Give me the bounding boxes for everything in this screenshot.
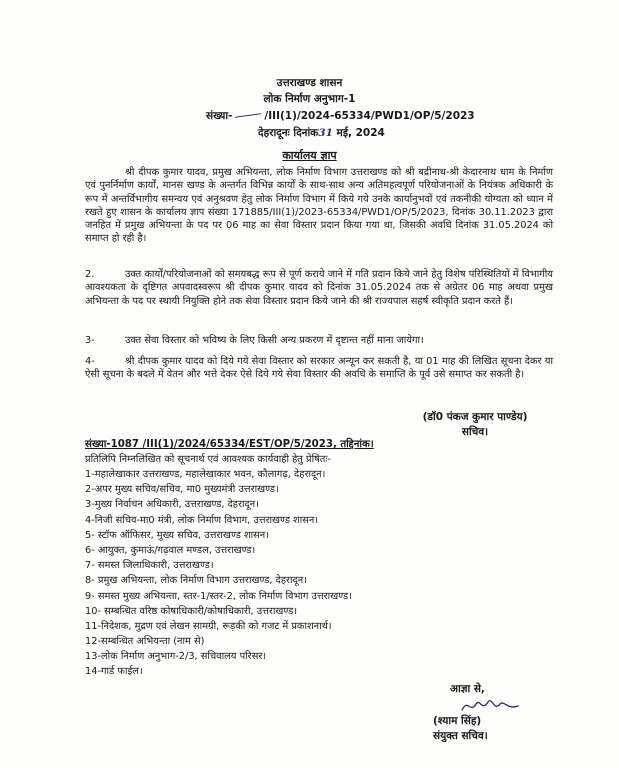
list-item: 5- स्टॉफ ऑफिसर, मुख्य सचिव, उत्तराखण्ड शासन। [85, 529, 269, 541]
by-order-text: आज्ञा से, [450, 683, 485, 695]
date-prefix: देहरादूनः दिनांक [258, 127, 319, 139]
paragraph-1 [85, 166, 553, 246]
list-item: 14-गार्ड फाईल। [85, 666, 143, 678]
paragraph-text: श्री दीपक कुमार यादव, प्रमुख अभियन्ता, लोक निर्माण विभाग उत्तराखण्ड को श्री बद्रीनाथ-श्री केदारनाथ धाम के निर्माण एवं पुनर्निर्माण कार्यों, मानस खण्ड के अन्तर्गत विभिन्न कार्यों के साथ-साथ अन्य अतिमहत्वपूर्ण परियोजनाओं के नियंत्रक अधिकारी के रूप में अन्तर्विभागीय समन्वय एवं अनुश्रवण हेतु लोक निर्माण विभाग में किये गये उनके कार्यानुभवों एवं तकनीकी योग्यता को ध्यान में रखते हुए शासन के कार्यालय ज्ञाप संख्या 171885/III(1)/2023-65334/PWD1/OP/5/2023, दिनांक 30.11.2023 द्वारा जनहित में प्रमुख अभियन्ता के पद पर 06 माह का सेवा विस्तार प्रदान किया गया था, जिसकी अवधि दिनांक 31.05.2024 को समाप्त हो रही है। [85, 167, 553, 245]
list-item: 7- समस्त जिलाधिकारी, उत्तराखण्ड। [85, 560, 214, 572]
joint-secretary-name: (श्याम सिंह) [433, 715, 482, 727]
list-item: 4-निजी सचिव-मा0 मंत्री, लोक निर्माण विभाग, उत्तराखण्ड शासन। [85, 514, 319, 526]
paragraph-2 [85, 268, 553, 308]
paragraph-number: 2. [85, 269, 95, 280]
government-heading: उत्तराखण्ड शासन [276, 77, 343, 89]
document-title: कार्यालय ज्ञाप [282, 149, 337, 162]
copy-intro: प्रतिलिपि निम्नलिखित को सूचनार्थ एवं आवश्यक कार्यवाही हेतु प्रेषितः- [85, 454, 331, 465]
list-item: 13-लोक निर्माण अनुभाग-2/3, सचिवालय परिसर। [85, 651, 267, 663]
number-label: संख्या- [206, 110, 233, 122]
paragraph-text: उक्त कार्यों/परियोजनाओं को समयबद्ध रूप से पूर्ण कराये जाने में गति प्रदान किये जाने हेतु विशेष परिस्थितियों में विभागीय आवश्यकता के दृष्टिगत अपवादस्वरूप श्री दीपक कुमार यादव को दिनांक 31.05.2024 तक से अग्रेतर 06 माह अथवा प्रमुख अभियन्ता के पद पर स्थायी नियुक्ति होने तक सेवा विस्तार प्रदान किये जाने की श्री राज्यपाल सहर्ष स्वीकृति प्रदान करते हैं। [85, 269, 553, 307]
secretary-designation: सचिव। [461, 426, 489, 438]
paragraph-3 [85, 334, 553, 347]
list-item: 12-सम्बन्धित अभियन्ता (नाम से) [85, 636, 205, 648]
handwritten-date-day: 31 [318, 127, 333, 139]
date-rest: मई, 2024 [332, 127, 385, 139]
secretary-name: (डॉ0 पंकज कुमार पाण्डेय) [422, 411, 528, 423]
list-item: 8- प्रमुख अभियन्ता, लोक निर्माण विभाग उत्तराखण्ड, देहरादून। [85, 575, 307, 587]
list-item: 11-निदेशक, मुद्रण एवं लेखन सामग्री, रूड़की को गजट में प्रकाशनार्थ। [85, 620, 332, 632]
paragraph-text: श्री दीपक कुमार यादव को दिये गये सेवा विस्तार को सरकार अन्यून कर सकती है, या 01 माह की लिखित सूचना देकर या ऐसी सूचना के बदले में वेतन और भत्ते देकर ऐसे दिये गये सेवा विस्तार की अवधि के समाप्ति के पूर्व उसे समाप्त कर सकती है। [85, 356, 553, 381]
paragraph-text: उक्त सेवा विस्तार को भविष्य के लिए किसी अन्य प्रकरण में दृष्टान्त नहीं माना जायेगा। [125, 335, 424, 346]
handwritten-dash [235, 113, 261, 118]
reference-number: /III(1)/2024-65334/PWD1/OP/5/2023 [264, 110, 475, 122]
reference-number-line [206, 109, 475, 123]
joint-secretary-signature-block [433, 714, 488, 744]
department-heading: लोक निर्माण अनुभाग-1 [263, 93, 356, 105]
secretary-signature-block [400, 410, 550, 440]
handwritten-signature [460, 694, 520, 716]
copy-reference-number: संख्या-1087 /III(1)/2024/65334/EST/OP/5/2023, तद्दिनांक। [85, 439, 374, 450]
date-line [258, 126, 385, 140]
distribution-list [85, 467, 485, 680]
joint-secretary-designation: संयुक्त सचिव। [433, 730, 488, 742]
list-item: 9- समस्त मुख्य अभियन्ता, स्तर-1/स्तर-2, लोक निर्माण विभाग उत्तराखण्ड। [85, 590, 352, 602]
paragraph-number: 4- [85, 356, 95, 367]
list-item: 6- आयुक्त, कुमाऊं/गढ़वाल मण्डल, उत्तराखण्ड। [85, 544, 256, 556]
list-item: 3-मुख्य निर्वाचन अधिकारी, उत्तराखण्ड, देहरादून। [85, 499, 259, 511]
list-item: 2-अपर मुख्य सचिव/सचिव, मा0 मुख्यमंत्री उत्तराखण्ड। [85, 484, 279, 496]
list-item: 10- सम्बन्धित वरिष्ठ कोषाधिकारी/कोषाधिकारी, उत्तराखण्ड। [85, 605, 298, 617]
list-item: 1-महालेखाकार उत्तराखण्ड, महालेखाकार भवन, कौलागढ़, देहरादून। [85, 469, 326, 480]
paragraph-number: 3- [85, 335, 95, 346]
paragraph-4 [85, 355, 553, 382]
